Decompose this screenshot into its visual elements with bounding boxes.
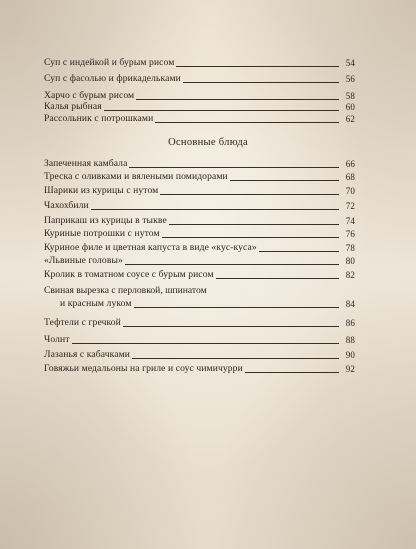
toc-entry-page: 88 xyxy=(345,335,355,345)
toc-entry-title: Лазанья с кабачками xyxy=(44,349,131,360)
dot-leader xyxy=(176,65,339,67)
toc-entry-page: 68 xyxy=(345,172,355,182)
section-heading: Основные блюда xyxy=(168,137,248,148)
toc-entry-page: 86 xyxy=(345,318,355,328)
toc-entry-title: Суп с фасолью и фрикадельками xyxy=(44,73,181,84)
toc-entry-title-line2: и красным луком xyxy=(60,298,132,309)
toc-entry-page: 84 xyxy=(345,299,355,309)
dot-leader xyxy=(91,208,339,210)
dot-leader xyxy=(123,325,339,327)
toc-entry-title: «Львиные головы» xyxy=(44,255,123,266)
toc-entry-title: Калья рыбная xyxy=(44,101,102,112)
dot-leader xyxy=(155,121,339,123)
toc-entry xyxy=(44,53,355,69)
toc-entry xyxy=(44,330,355,346)
toc-entry xyxy=(60,294,355,310)
toc-entry-page: 82 xyxy=(345,270,355,280)
toc-entry xyxy=(44,181,355,197)
toc-entry-title: Куриные потрошки с нутом xyxy=(44,228,160,239)
toc-entry-title: Паприкаш из курицы в тыкве xyxy=(44,215,167,226)
toc-entry-page: 66 xyxy=(345,159,355,169)
toc-entry-page: 70 xyxy=(345,186,355,196)
toc-entry-page: 76 xyxy=(345,229,355,239)
toc-entry-title: Суп с индейкой и бурым рисом xyxy=(44,57,175,68)
toc-entry-title: Куриное филе и цветная капуста в виде «кус-куса» xyxy=(44,242,257,253)
toc-entry-page: 60 xyxy=(345,102,355,112)
dot-leader xyxy=(72,342,339,344)
toc-entry xyxy=(44,265,355,281)
toc-entry-page: 78 xyxy=(345,243,355,253)
toc-entry xyxy=(44,109,355,125)
toc-entry-title: Тефтели с гречкой xyxy=(44,317,121,328)
toc-entry-title: Кролик в томатном соусе с бурым рисом xyxy=(44,269,214,280)
toc-entry-title: Шарики из курицы с нутом xyxy=(44,185,159,196)
toc-entry-page: 58 xyxy=(345,91,355,101)
toc-entry-page: 90 xyxy=(345,350,355,360)
toc-entry-title: Запеченная камбала xyxy=(44,158,128,169)
dot-leader xyxy=(160,193,339,195)
toc-entry-page: 62 xyxy=(345,114,355,124)
dot-leader xyxy=(183,81,339,83)
toc-entry-page: 54 xyxy=(345,58,355,68)
toc-entry-page: 92 xyxy=(345,364,355,374)
toc-entry xyxy=(44,359,355,375)
toc-entry-page: 80 xyxy=(345,256,355,266)
toc-entry-title: Чахохбили xyxy=(44,200,89,211)
toc-entry-title: Рассольник с потрошками xyxy=(44,113,154,124)
toc-entry-page: 72 xyxy=(345,201,355,211)
dot-leader xyxy=(134,306,340,308)
toc-entry xyxy=(44,313,355,329)
dot-leader xyxy=(245,371,339,373)
toc-entry xyxy=(44,69,355,85)
toc-entry xyxy=(44,196,355,212)
toc-entry-title: Треска с оливками и вялеными помидорами xyxy=(44,171,228,182)
toc-entry-title: Чолнт xyxy=(44,334,70,345)
toc-entry-title-line1: Свиная вырезка с перловкой, шпинатом xyxy=(44,285,207,296)
toc-entry-page: 74 xyxy=(345,216,355,226)
toc-entry-title: Говяжьи медальоны на гриле и соус чимичурри xyxy=(44,363,243,374)
toc-entry-page: 56 xyxy=(345,74,355,84)
toc-entry-title: Харчо с бурым рисом xyxy=(44,90,135,101)
dot-leader xyxy=(216,277,339,279)
